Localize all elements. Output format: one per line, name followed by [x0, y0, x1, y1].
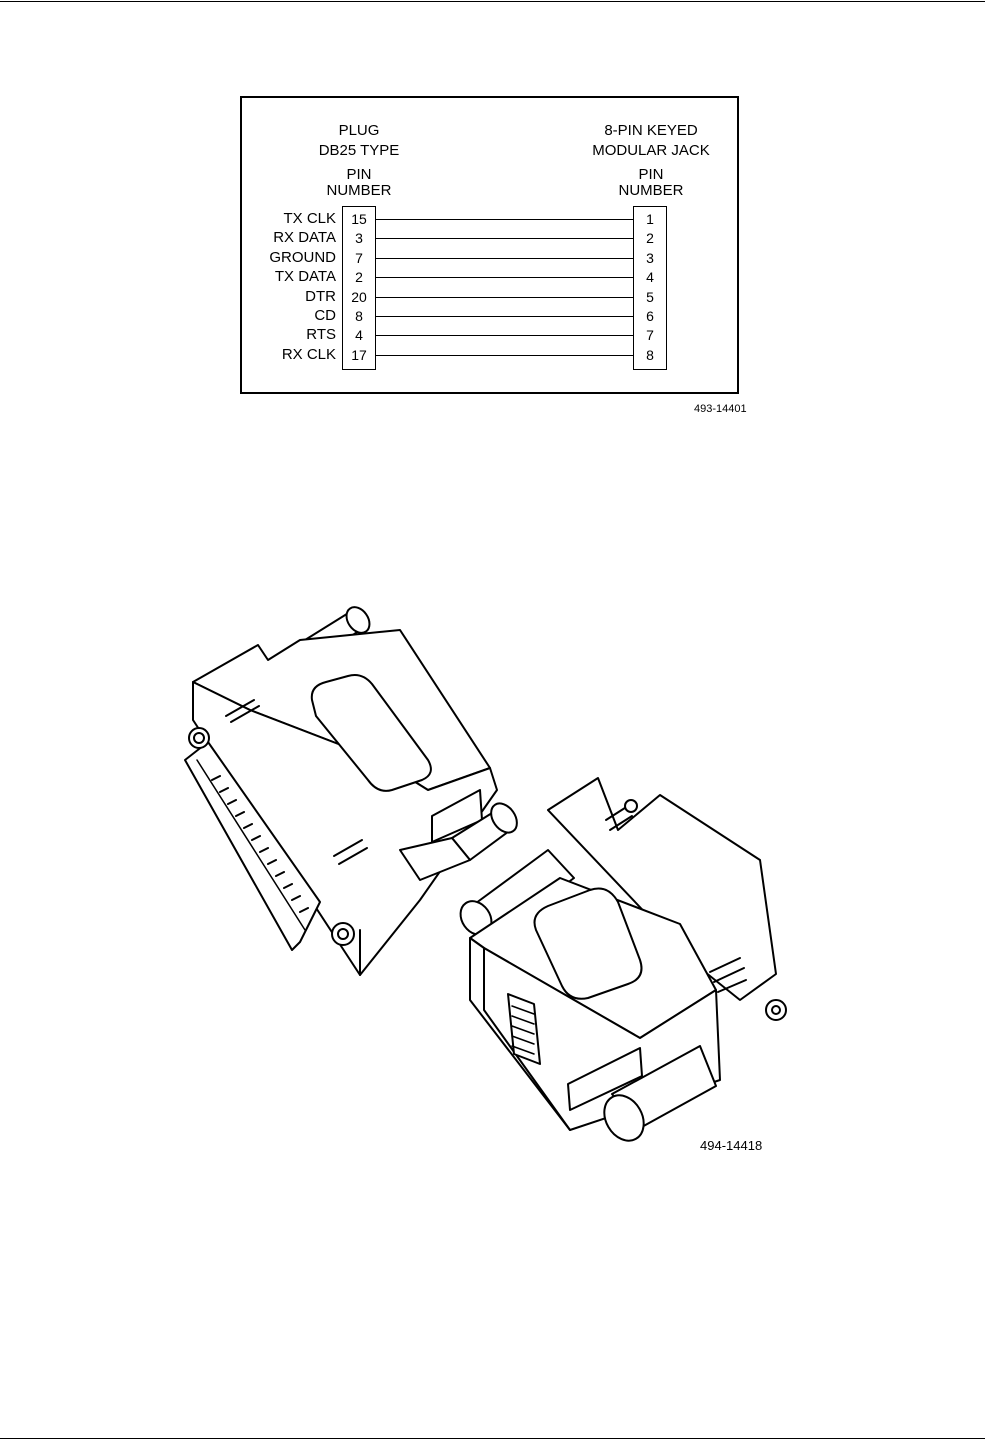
- right-header-line2: MODULAR JACK: [592, 142, 710, 159]
- right-pin-header-line2: NUMBER: [618, 182, 684, 199]
- right-pin-header-line1: PIN: [638, 166, 664, 183]
- left-header-line1: PLUG: [338, 122, 380, 139]
- signal-label: RX CLK: [281, 345, 336, 363]
- signal-label: TX CLK: [283, 210, 336, 227]
- db25-pin-number: 2: [355, 269, 363, 286]
- right-header-line1: 8-PIN KEYED: [604, 122, 698, 139]
- signal-label: CD: [314, 307, 336, 324]
- jack-pin-number: 8: [646, 346, 654, 363]
- db25-pin-number: 7: [355, 249, 363, 266]
- jack-pin-number: 4: [646, 269, 654, 286]
- db25-pin-number: 8: [355, 308, 363, 324]
- left-pin-header-line2: NUMBER: [326, 182, 392, 199]
- signal-label: DTR: [305, 287, 336, 305]
- illustration-figure-id: 494-14418: [700, 1138, 763, 1153]
- jack-pin-number: 5: [646, 288, 654, 305]
- jack-pin-number: 7: [646, 327, 654, 344]
- signal-label: RX DATA: [273, 229, 336, 247]
- jack-pin-number: 3: [646, 249, 654, 266]
- db25-pin-number: 17: [351, 346, 367, 363]
- db25-pin-number: 15: [351, 211, 367, 227]
- db25-pin-number: 4: [355, 327, 363, 344]
- signal-label: TX DATA: [274, 268, 336, 286]
- signal-label: GROUND: [269, 248, 336, 266]
- jack-pin-number: 2: [646, 230, 654, 247]
- bottom-rule: [0, 1438, 985, 1439]
- left-header-line2: DB25 TYPE: [318, 142, 400, 159]
- left-pin-header-line1: PIN: [346, 166, 372, 183]
- db25-pin-number: 3: [355, 230, 363, 247]
- jack-pin-number: 6: [646, 308, 654, 324]
- jack-pin-number: 1: [646, 211, 654, 227]
- db25-pin-number: 20: [351, 288, 367, 305]
- diagram-figure-id: 493-14401: [694, 403, 747, 415]
- signal-label: RTS: [306, 326, 336, 344]
